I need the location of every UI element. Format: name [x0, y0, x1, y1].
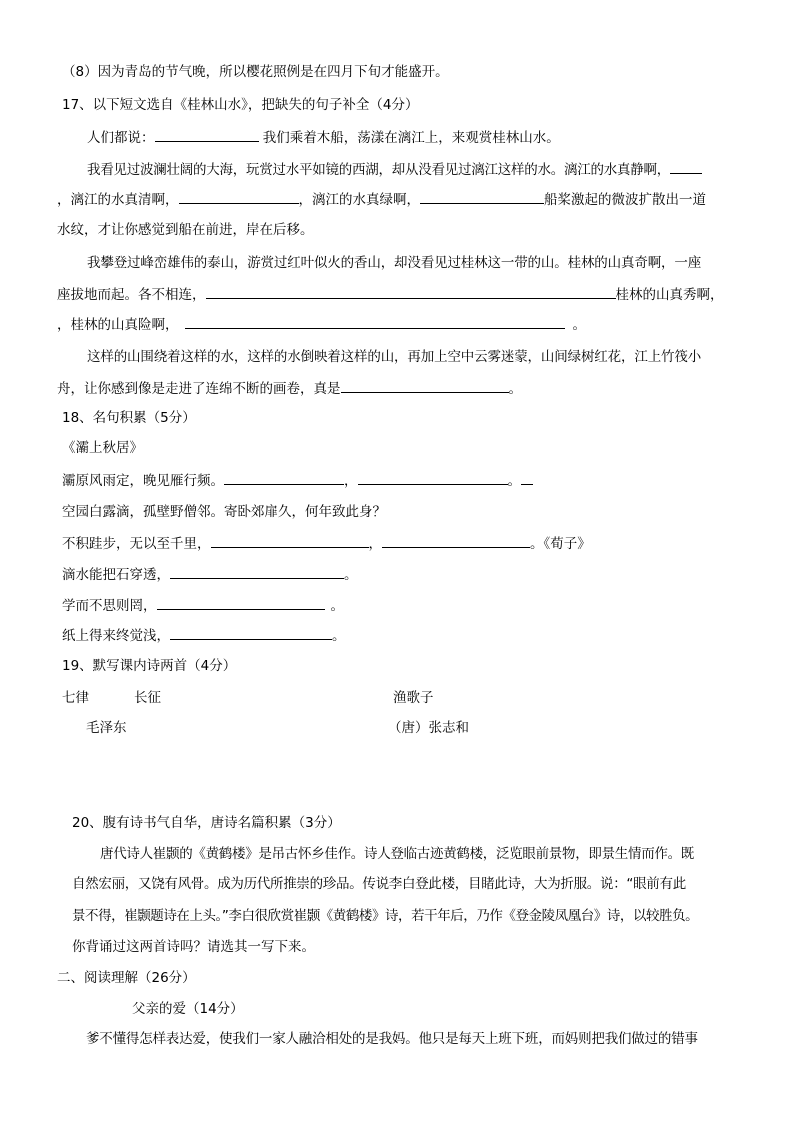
q17-blank-3[interactable]: [179, 191, 299, 204]
q17-p2-text: 我看见过波澜壮阔的大海，玩赏过水平如镜的西湖，却从没看见过漓江这样的水。漓江的水真静啊，: [87, 162, 670, 178]
q18-blank-7[interactable]: [170, 627, 332, 640]
q18-comma-3: ，: [368, 536, 382, 552]
q18-blank-6[interactable]: [157, 597, 325, 610]
q17-blank-2[interactable]: [670, 161, 702, 174]
q17-blank-5[interactable]: [206, 286, 616, 299]
q20-line-1: 唐代诗人崔颢的《黄鹤楼》是吊古怀乡佳作。诗人登临古迹黄鹤楼，泛览眼前景物，即景生情而作。既: [100, 846, 694, 862]
q17-paragraph-2-line-2: [57, 191, 706, 208]
q18-line-5: [62, 597, 344, 614]
q8-note: （8）因为青岛的节气晚，所以樱花照例是在四月下旬才能盛开。: [62, 64, 449, 80]
q17-p2-green: ，漓江的水真绿啊，: [298, 192, 420, 208]
q17-paragraph-1: [87, 129, 560, 146]
q18-line6-text: 纸上得来终觉浅，: [62, 628, 170, 644]
q20-title: 20、腹有诗书气自华，唐诗名篇积累（3分）: [72, 815, 341, 831]
q18-line4-text: 滴水能把石穿透，: [62, 567, 170, 583]
q17-paragraph-4-line-2: [57, 380, 522, 397]
q17-paragraph-2-line-3: 水纹，才让你感觉到船在前进，岸在后移。: [57, 222, 314, 238]
q19-poem1-author: 毛泽东: [86, 720, 127, 736]
q18-blank-4[interactable]: [382, 535, 530, 548]
q18-blank-1[interactable]: [224, 472, 344, 485]
q17-p1-rest: 我们乘着木船，荡漾在漓江上，来观赏桂林山水。: [262, 130, 560, 146]
q17-p4-scroll: 舟，让你感到像是走进了连绵不断的画卷，真是: [57, 381, 341, 397]
q17-paragraph-3-line-1: 我攀登过峰峦雄伟的泰山，游赏过红叶似火的香山，却没看见过桂林这一带的山。桂林的山真奇啊，一座: [87, 255, 702, 271]
q19-poem1-title: 长征: [134, 690, 161, 706]
q20-line-2: 自然宏丽，又饶有风骨。成为历代所推崇的珍品。传说李白登此楼，目睹此诗，大为折服。说：“眼前有此: [72, 876, 686, 892]
q18-line5-text: 学而不思则罔，: [62, 598, 157, 614]
q18-period-5: 。: [330, 598, 344, 614]
q17-paragraph-2-line-1: [87, 161, 702, 178]
q18-period-4: 。: [344, 567, 358, 583]
q18-period-1: 。: [507, 473, 521, 489]
q18-line1-text: 灞原风雨定，晚见雁行频。: [62, 473, 224, 489]
q17-p1-lead: 人们都说：: [87, 130, 155, 146]
q18-period-6: 。: [332, 628, 346, 644]
q18-comma-1: ，: [344, 473, 358, 489]
article-line-1: 爹不懂得怎样表达爱，使我们一家人融洽相处的是我妈。他只是每天上班下班，而妈则把我们做过的错事: [86, 1031, 698, 1047]
q17-blank-6[interactable]: [185, 316, 565, 329]
article-title: 父亲的爱（14分）: [132, 1001, 244, 1017]
q20-line-4: 你背诵过这两首诗吗？请选其一写下来。: [72, 939, 315, 955]
q17-p4-period: 。: [508, 381, 522, 397]
q19-poem1-form: 七律: [62, 690, 89, 706]
q18-poem-title: 《灞上秋居》: [62, 440, 143, 456]
q18-line3-text: 不积跬步，无以至千里，: [62, 536, 211, 552]
q19-poem2-author: （唐）张志和: [388, 720, 469, 736]
q17-p3-graceful: 桂林的山真秀啊，: [615, 287, 724, 303]
q18-blank-2[interactable]: [358, 472, 508, 485]
q17-blank-4[interactable]: [420, 191, 544, 204]
q17-p2-wave: 船桨激起的微波扩散出一道: [544, 192, 706, 208]
q18-line-3: [62, 535, 591, 552]
q18-blank-5[interactable]: [170, 566, 344, 579]
q18-line-2: 空园白露滴，孤壁野僧邻。寄卧郊扉久，何年致此身？: [62, 504, 386, 520]
q17-blank-1[interactable]: [155, 129, 259, 142]
q19-title: 19、默写课内诗两首（4分）: [62, 658, 237, 674]
q18-line-6: [62, 627, 346, 644]
q17-p3-steep: ，桂林的山真险啊，: [57, 317, 179, 333]
section-2-title: 二、阅读理解（26分）: [57, 970, 196, 986]
q17-paragraph-3-line-2: [57, 286, 724, 303]
q18-trailing-underline: [521, 472, 533, 485]
q19-poem2-title: 渔歌子: [393, 690, 434, 706]
q20-line-3: 景不得，崔颢题诗在上头。”李白很欣赏崔颢《黄鹤楼》诗，若干年后，乃作《登金陵凤凰台》诗，以较胜负。: [72, 908, 699, 924]
q17-paragraph-3-line-3: [57, 316, 586, 333]
q17-p3-peaks: 座拔地而起。各不相连，: [57, 287, 206, 303]
q17-p2-clear: ，漓江的水真清啊，: [57, 192, 179, 208]
q18-line-1: [62, 472, 533, 489]
q18-blank-3[interactable]: [211, 535, 369, 548]
q18-title: 18、名句积累（5分）: [62, 410, 196, 426]
q17-paragraph-4-line-1: 这样的山围绕着这样的水，这样的水倒映着这样的山，再加上空中云雾迷蒙，山间绿树红花，江上竹筏小: [87, 349, 702, 365]
q17-blank-7[interactable]: [341, 380, 509, 393]
q18-xunzi: 。《荀子》: [530, 536, 591, 552]
q17-title: 17、以下短文选自《桂林山水》，把缺失的句子补全（4分）: [62, 97, 419, 113]
q17-p3-period: 。: [572, 317, 586, 333]
q18-line-4: [62, 566, 358, 583]
